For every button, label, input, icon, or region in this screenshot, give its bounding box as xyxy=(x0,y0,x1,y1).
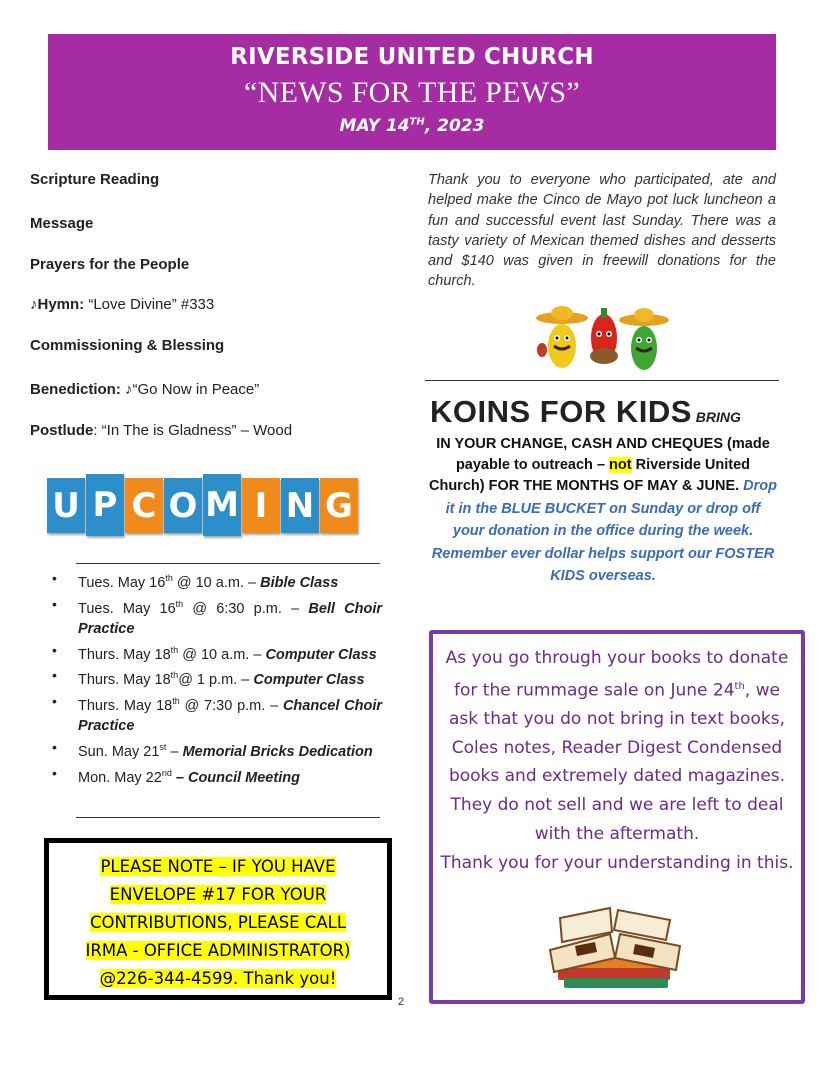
books-illustration xyxy=(540,906,690,994)
thank-you-paragraph: Thank you to everyone who participated, ate and helped make the Cinco de Mayo pot luck luncheon a fun and successful event last Sunday. There was a tasty variety of Mexican themed dishes and desserts and $140 was given in freewill donations for the church. xyxy=(428,172,776,290)
rummage-sale-text: As you go through your books to donate for the rummage sale on June 24th, we ask that you do not bring in text books, Coles notes, Reader Digest Condensed books and extremely dated magazines. They do not sell and we are left to deal with the aftermath. Thank you for your understanding in this. xyxy=(440,648,794,873)
event-item: • Thurs. May 18th @ 10 a.m. – Computer Class xyxy=(52,640,382,665)
church-name: RIVERSIDE UNITED CHURCH xyxy=(230,44,594,70)
chili-peppers-illustration xyxy=(534,298,674,374)
koins-top-rule xyxy=(425,380,779,381)
event-item: • Mon. May 22nd – Council Meeting xyxy=(52,763,382,788)
event-item: • Thurs. May 18th @ 7:30 p.m. – Chancel Choir Practice xyxy=(52,691,382,736)
service-message: Message xyxy=(30,215,94,232)
newsletter-title: “NEWS FOR THE PEWS” xyxy=(244,76,580,109)
envelope-notice-box xyxy=(44,838,392,1000)
event-item: • Tues. May 16th @ 6:30 p.m. – Bell Choir Practice xyxy=(52,594,382,639)
events-list xyxy=(52,568,382,789)
envelope-notice-text: PLEASE NOTE – IF YOU HAVE ENVELOPE #17 FOR YOUR CONTRIBUTIONS, PLEASE CALL IRMA - OFFICE ADMINISTRATOR) @226-344-4599. Thank you! xyxy=(85,857,351,988)
service-benediction: Benediction: ♪“Go Now in Peace” xyxy=(30,381,260,398)
koins-body: IN YOUR CHANGE, CASH AND CHEQUES (made payable to outreach – not Riverside United Church) FOR THE MONTHS OF MAY & JUNE. Drop it in the BLUE BUCKET on Sunday or drop off your donation in the office during the week. Remember ever dollar helps support our FOSTER KIDS overseas. xyxy=(428,436,778,584)
event-item: • Thurs. May 18th@ 1 p.m. – Computer Class xyxy=(52,665,382,690)
koins-heading: KOINS FOR KIDS BRING xyxy=(430,394,741,429)
upcoming-letter-tile: N xyxy=(281,478,319,533)
service-scripture: Scripture Reading xyxy=(30,171,160,188)
newsletter-date: MAY 14TH, 2023 xyxy=(339,116,485,136)
upcoming-letter-tile: G xyxy=(320,478,358,533)
upcoming-letter-tile: P xyxy=(86,474,124,536)
upcoming-letter-tile: I xyxy=(242,478,280,533)
upcoming-letter-tile: U xyxy=(47,478,85,533)
service-prayers: Prayers for the People xyxy=(30,256,190,273)
upcoming-logo xyxy=(47,478,358,533)
service-hymn: ♪Hymn: “Love Divine” #333 xyxy=(30,296,215,313)
page-number: 2 xyxy=(398,996,405,1008)
upcoming-letter-tile: O xyxy=(164,478,202,533)
events-top-rule xyxy=(76,563,380,564)
events-bottom-rule xyxy=(76,817,380,818)
service-commissioning: Commissioning & Blessing xyxy=(30,337,225,354)
event-item: • Sun. May 21st – Memorial Bricks Dedication xyxy=(52,737,382,762)
upcoming-letter-tile: M xyxy=(203,474,241,536)
service-postlude: Postlude: “In The is Gladness” – Wood xyxy=(30,422,293,439)
upcoming-letter-tile: C xyxy=(125,478,163,533)
event-item: • Tues. May 16th @ 10 a.m. – Bible Class xyxy=(52,568,382,593)
newsletter-banner xyxy=(48,34,776,150)
